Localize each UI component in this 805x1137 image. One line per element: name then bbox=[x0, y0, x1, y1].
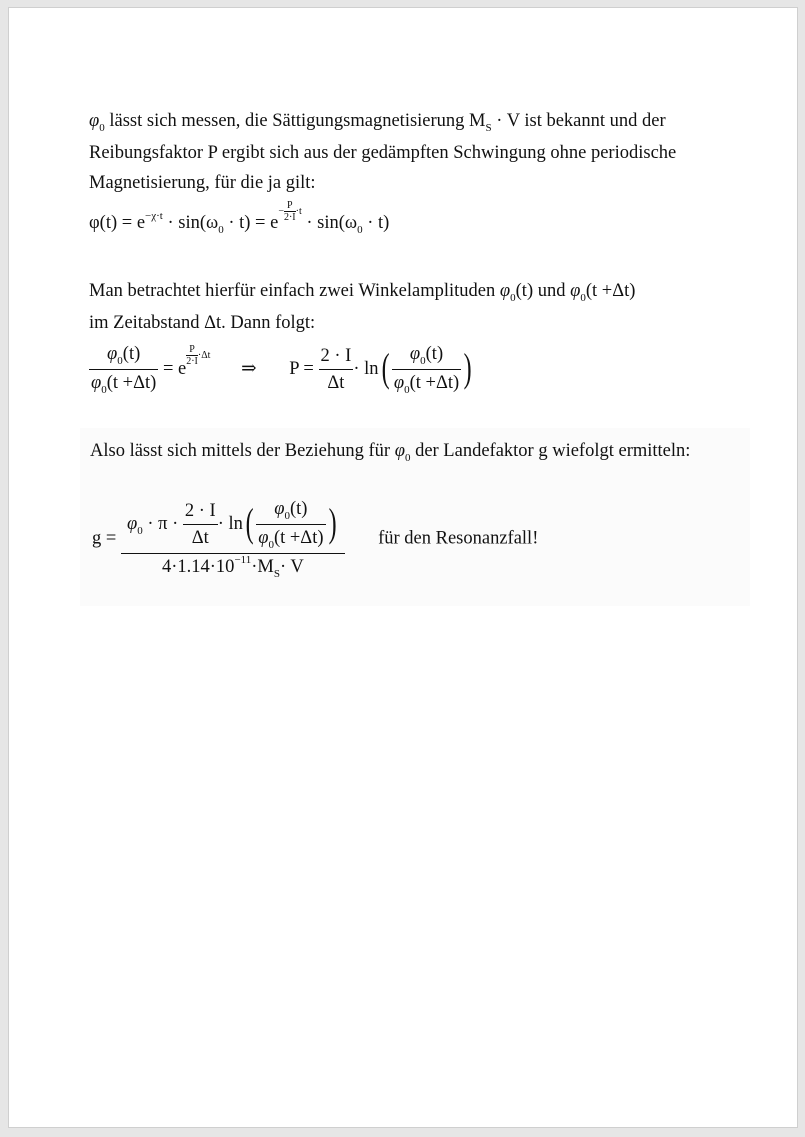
eq3-if2-num-sub: 0 bbox=[284, 510, 290, 522]
eq3-if2-num-arg: (t) bbox=[290, 499, 308, 519]
eq2-exp-num: P bbox=[186, 344, 198, 356]
amp2-phi: φ bbox=[570, 281, 581, 301]
phi0-symbol: φ bbox=[89, 111, 100, 131]
eq2-p-equals: P = bbox=[289, 358, 314, 379]
para3-phi: φ bbox=[394, 441, 405, 461]
eq3-if2-den-phi: φ bbox=[258, 528, 269, 548]
eq3-den-b: ·M bbox=[251, 557, 274, 577]
eq1-exponent-1: −χ·t bbox=[145, 210, 163, 222]
eq3-f-den: Δt bbox=[191, 528, 209, 548]
eq3-if2-num-phi: φ bbox=[274, 499, 285, 519]
ms-subscript: S bbox=[485, 122, 492, 134]
eq3-tail-text: für den Resonanzfall! bbox=[378, 528, 539, 549]
eq3-den-a: 4·1.14·10 bbox=[161, 557, 235, 577]
eq2-num-sub: 0 bbox=[117, 355, 123, 367]
eq2-implies: ⇒ bbox=[241, 358, 257, 379]
eq2-fraction-2 bbox=[319, 343, 354, 396]
eq2-f3-num-phi: φ bbox=[409, 344, 421, 364]
para1-text-b: · V ist bekannt und der bbox=[491, 111, 666, 131]
equation-1 bbox=[89, 200, 390, 237]
para1-text-a: lässt sich messen, die Sättigungsmagnetisierung M bbox=[104, 111, 486, 131]
para3-phi-sub: 0 bbox=[404, 452, 411, 464]
para1-line3: Magnetisierung, für die ja gilt: bbox=[89, 173, 316, 193]
para1-line1 bbox=[89, 106, 749, 138]
eq3-left-paren: ( bbox=[245, 500, 254, 545]
eq3-num-phi: φ bbox=[126, 513, 138, 534]
eq1-exp2-sign: − bbox=[278, 206, 284, 217]
eq2-den-sub: 0 bbox=[101, 384, 107, 396]
eq3-inner-fraction-2 bbox=[256, 496, 325, 553]
eq3-den-c: · V bbox=[279, 557, 304, 577]
eq1-exp2-tail: ·t bbox=[295, 206, 302, 217]
equation-2 bbox=[89, 341, 474, 398]
eq2-f3-num-sub: 0 bbox=[420, 355, 426, 367]
eq3-den-sub: S bbox=[273, 568, 280, 580]
eq2-exp-tail: ·Δt bbox=[197, 349, 211, 361]
eq2-den-phi: φ bbox=[91, 373, 102, 393]
eq3-num-sub: 0 bbox=[137, 524, 143, 537]
eq2-left-paren: ( bbox=[381, 345, 390, 390]
eq3-f-num: 2 · I bbox=[183, 498, 218, 525]
eq1-omega-subscript: 0 bbox=[218, 224, 224, 236]
paragraph-3 bbox=[90, 436, 750, 468]
amp1-phi: φ bbox=[499, 281, 511, 301]
eq2-num-arg: (t) bbox=[122, 344, 141, 364]
eq1-exp2-den: 2·I bbox=[283, 212, 296, 224]
para1-line2: Reibungsfaktor P ergibt sich aus der gedämpften Schwingung ohne periodische bbox=[89, 143, 677, 163]
amp1-arg: (t) bbox=[515, 281, 534, 301]
document-page bbox=[8, 7, 798, 1128]
amp1-subscript: 0 bbox=[510, 292, 516, 304]
eq1-exp2-num: P bbox=[284, 200, 296, 212]
eq1-lhs: φ(t) = e bbox=[89, 213, 146, 233]
eq1-rhs2: · t) bbox=[367, 213, 390, 233]
phi0-subscript: 0 bbox=[99, 122, 105, 134]
eq1-mid2: · t) = e bbox=[228, 213, 279, 233]
eq2-f3-num-arg: (t) bbox=[425, 344, 444, 364]
eq3-right-paren: ) bbox=[328, 500, 337, 545]
paragraph-2 bbox=[89, 276, 749, 338]
eq1-omega-subscript-2: 0 bbox=[357, 224, 363, 236]
para3-text-b: der Landefaktor g wiefolgt ermitteln: bbox=[410, 441, 691, 461]
amp2-subscript: 0 bbox=[580, 292, 586, 304]
eq2-f-num: 2 · I bbox=[319, 343, 354, 370]
eq3-num-pi: · π · bbox=[147, 513, 179, 534]
eq3-if2-den-arg: (t +Δt) bbox=[273, 528, 324, 548]
eq3-ln: · ln bbox=[217, 513, 243, 534]
para2-line2: im Zeitabstand Δt. Dann folgt: bbox=[89, 313, 316, 333]
paragraph-1 bbox=[89, 106, 749, 198]
eq2-f-den: Δt bbox=[327, 373, 345, 393]
eq3-if2-den-sub: 0 bbox=[268, 539, 274, 551]
para3-text-a: Also lässt sich mittels der Beziehung für bbox=[90, 441, 395, 461]
eq2-f3-den-arg: (t +Δt) bbox=[409, 373, 460, 393]
eq3-main-fraction bbox=[121, 496, 345, 582]
eq2-right-paren: ) bbox=[463, 345, 472, 390]
eq3-g-equals: g = bbox=[92, 528, 117, 549]
eq2-f3-den-phi: φ bbox=[393, 373, 405, 393]
eq1-rhs: · sin(ω bbox=[306, 213, 358, 233]
eq1-mid: · sin(ω bbox=[167, 213, 219, 233]
eq2-exp-den: 2·I bbox=[186, 355, 198, 367]
eq2-den-arg: (t +Δt) bbox=[106, 373, 157, 393]
equation-3 bbox=[92, 496, 538, 582]
eq2-fraction-3 bbox=[392, 341, 461, 398]
eq2-f3-den-sub: 0 bbox=[404, 384, 410, 396]
eq2-num-phi: φ bbox=[107, 344, 118, 364]
para2-und: und bbox=[533, 281, 571, 301]
para2-text-a: Man betrachtet hierfür einfach zwei Winkelamplituden bbox=[89, 281, 500, 301]
eq3-inner-fraction-1 bbox=[183, 498, 218, 551]
eq3-den-exponent: −11 bbox=[234, 554, 252, 566]
para2-line1 bbox=[89, 276, 749, 308]
eq2-ln: · ln bbox=[353, 358, 379, 379]
para3-line1 bbox=[90, 436, 750, 468]
eq2-equals-e: = e bbox=[162, 358, 187, 379]
amp2-arg: (t +Δt) bbox=[585, 281, 636, 301]
eq2-fraction-1 bbox=[89, 341, 158, 398]
